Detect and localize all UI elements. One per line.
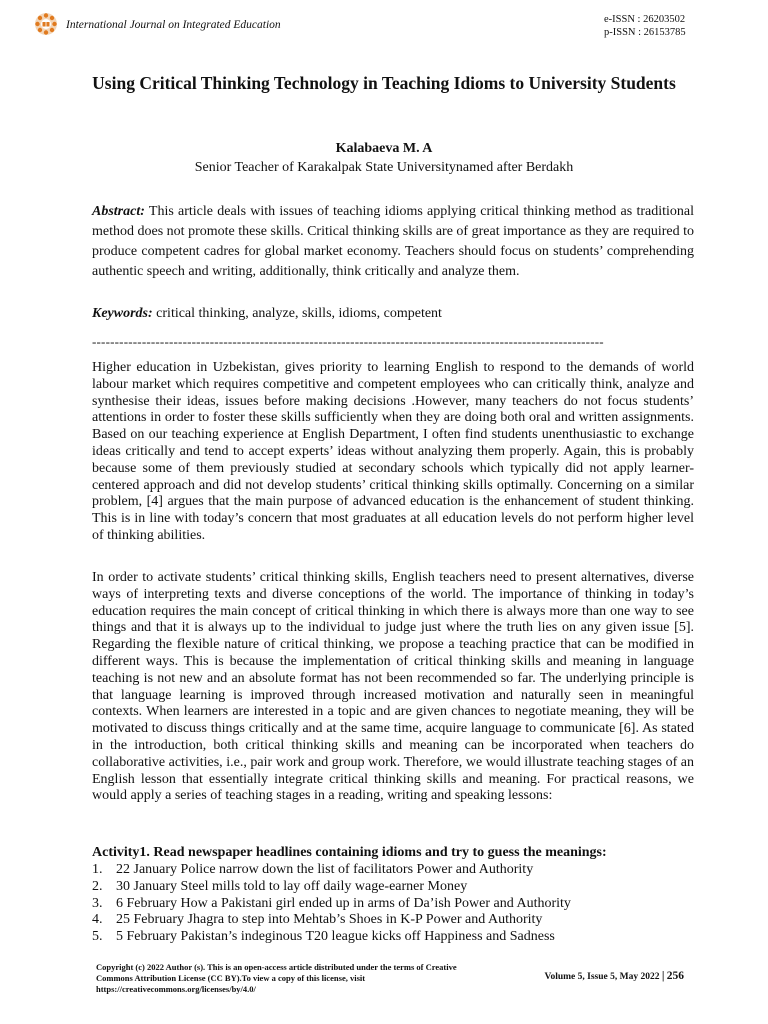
author-name: Kalabaeva M. A [335,141,433,156]
list-item: 2. 30 January Steel mills told to lay off daily wage-earner Money [92,878,468,894]
volume-info: Volume 5, Issue 5, May 2022 [544,972,660,982]
journal-name: International Journal on Integrated Education [66,19,281,31]
headline-list [92,862,708,946]
page-number: 256 [666,970,684,982]
body-paragraph-1: Higher education in Uzbekistan, gives priority to learning English to respond to the demands of world labour market which requires competitive and competent employees who can critically think, analyze and synthesise their ideas, issues before making decisions .However, many teachers do not focus students’ attentions in order to foster these skills sufficiently when they are doing both oral and written assignments. Based on our teaching experience at English Department, I often find students unenthusiastic to exchange ideas critically and tend to accept experts’ ideas without analyzing them properly. Again, this is probably because some of them previously studied at secondary schools which typically did not apply learner-centered approach and did not develop students’ critical thinking skills optimally. Concerning on a similar problem, [4] argues that the main purpose of advanced education is the enhancement of student thinking. This is in line with today’s concern that most graduates at all education levels do not perform higher level of thinking abilities. [92,360,694,543]
article-title: Using Critical Thinking Technology in Teaching Idioms to University Students [92,73,676,93]
list-item: 4. 25 February Jhagra to step into Mehtab’s Shoes in K-P Power and Authority [92,912,543,928]
abstract [92,202,694,282]
copyright-notice: Copyright (c) 2022 Author (s). This is an open-access article distributed under the terms of Creative Commons Attribution License (CC BY).To view a copy of this license, visit https://creativecommons.org/licenses/by/4.0/ [96,962,457,994]
author-affiliation: Senior Teacher of Karakalpak State Universitynamed after Berdakh [194,160,574,175]
p-issn: p-ISSN : 26153785 [604,27,686,38]
section-divider: ----------------------------------------------------------------------------------------------------------------- [92,334,604,348]
keywords-text: critical thinking, analyze, skills, idioms, competent [156,306,442,321]
abstract-text: This article deals with issues of teaching idioms applying critical thinking method as traditional method does not promote these skills. Critical thinking skills are of great importance as they are required to produce competent cadres for global market economy. Teachers should focus on students’ comprehending authentic speech and writing, additionally, think critically and analyze them. [92,204,694,279]
e-issn: e-ISSN : 26203502 [604,14,686,25]
list-item: 1. 22 January Police narrow down the list of facilitators Power and Authority [92,862,534,877]
keywords [92,306,694,322]
journal-logo-icon [34,12,58,36]
volume-page [544,970,684,982]
list-item: 3. 6 February How a Pakistani girl ended up in arms of Da’ish Power and Authority [92,895,571,911]
issn-block [604,13,732,39]
list-item: 5. 5 February Pakistan’s indeginous T20 league kicks off Happiness and Sadness [92,929,555,945]
keywords-label: Keywords: [92,306,153,321]
activity-heading: Activity1. Read newspaper headlines containing idioms and try to guess the meanings: [92,845,607,860]
separator: | [661,970,665,982]
abstract-label: Abstract: [92,204,145,219]
page-header [34,10,732,44]
body-paragraph-2: In order to activate students’ critical thinking skills, English teachers need to present alternatives, diverse ways of interpreting texts and diverse conceptions of the world. The importance of thinking in today’s education requires the main concept of critical thinking in which there is always more than one way to see things and that it is always up to the individual to judge just where the truth lies on any given issue [5]. Regarding the flexible nature of critical thinking, we propose a teaching practice that can be modified in different ways. This is because the implementation of critical thinking skills and meaning in language teaching is not new and an absolute format has not been recommended so far. The underlying principle is that language learning is improved through increased motivation and naturally seen in meaningful contexts. When learners are interested in a topic and are given chances to negotiate meaning, they will be motivated to discuss things critically and at the same time, acquire language to communicate [6]. As stated in the introduction, both critical thinking skills and meaning can be incorporated when teachers do collaborative activities, i.e., pair work and group work. Therefore, we would illustrate teaching stages of an English lesson that essentially integrate critical thinking skills and meaning. For practical reasons, we would apply a series of teaching stages in a reading, writing and speaking lessons: [92,570,694,804]
